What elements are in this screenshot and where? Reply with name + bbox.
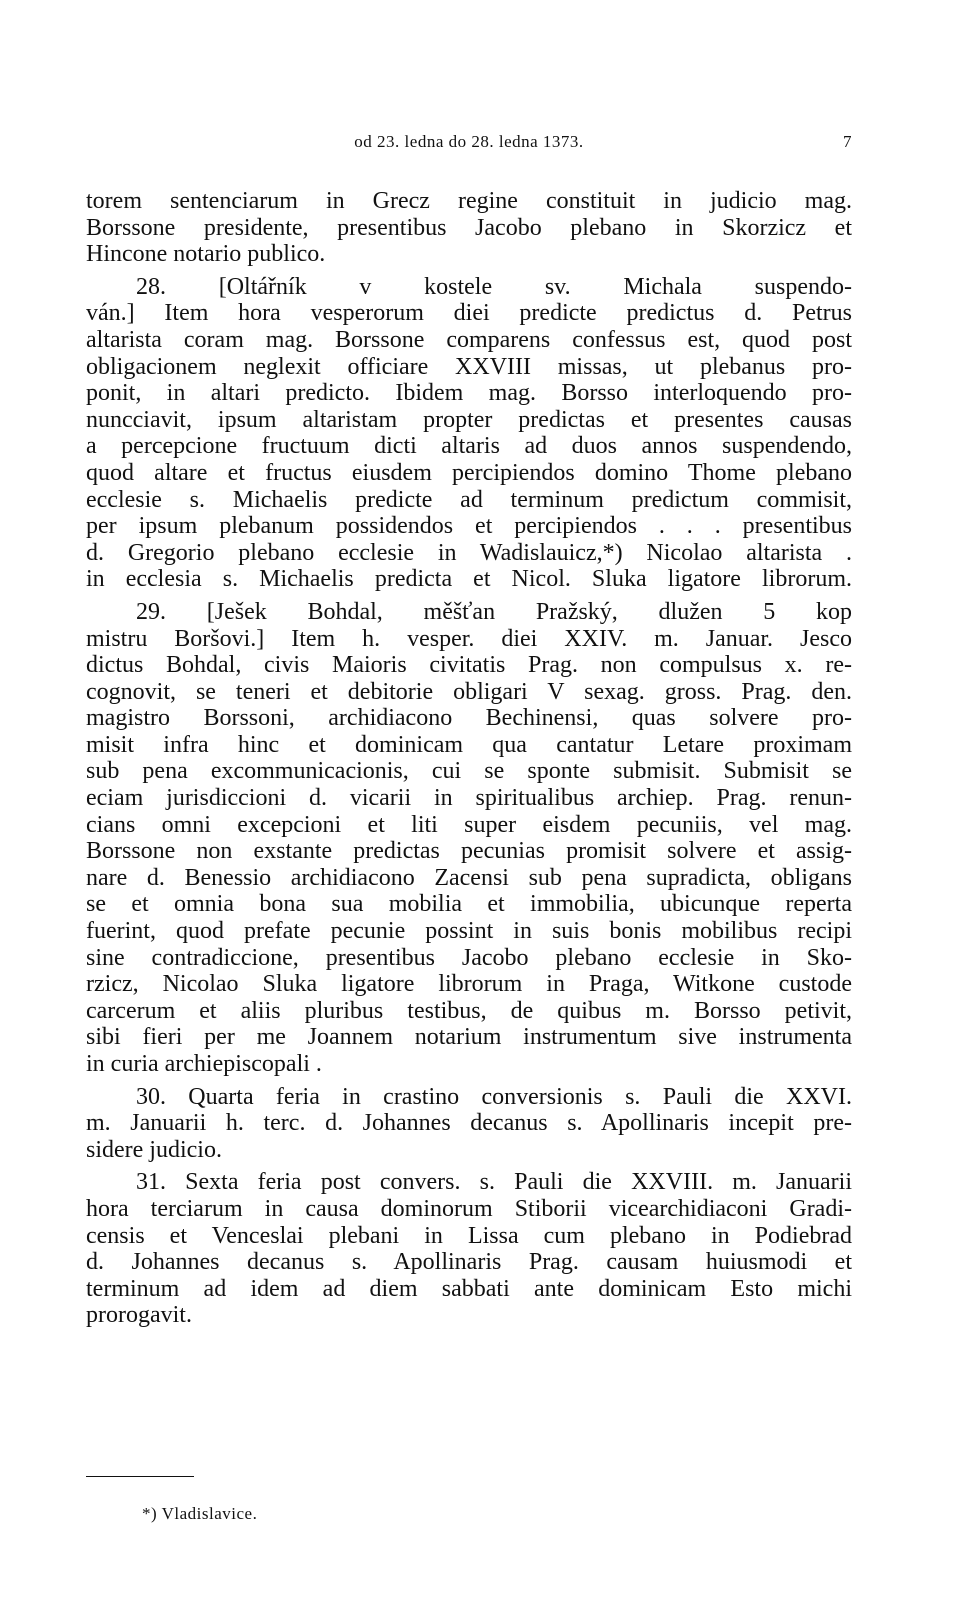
text-line: terminum ad idem ad diem sabbati ante dominicam Esto michi (86, 1275, 852, 1302)
text-line: nare d. Benessio archidiacono Zacensi sub pena supradicta, obligans (86, 864, 852, 891)
text-line: torem sentenciarum in Grecz regine constituit in judicio mag. (86, 188, 852, 214)
text-line: sine contradiccione, presentibus Jacobo plebano ecclesie in Sko- (86, 944, 852, 971)
text-line: ecclesie s. Michaelis predicte ad terminum predictum commisit, (86, 486, 852, 513)
text-line: carcerum et aliis pluribus testibus, de quibus m. Borsso petivit, (86, 997, 852, 1024)
text-line: 29. [Ješek Bohdal, měšťan Pražský, dlužen 5 kop (136, 598, 852, 625)
footnote: *) Vladislavice. (142, 1504, 258, 1523)
text-line: sibi fieri per me Joannem notarium instrumentum sive instrumenta (86, 1024, 852, 1051)
text-line: per ipsum plebanum possidendos et percipiendos . . . presentibus (86, 513, 852, 540)
text-line: nuncciavit, ipsum altaristam propter predictas et presentes causas (86, 406, 852, 433)
text-line: Hincone notario publico. (86, 241, 326, 268)
text-line: magistro Borssoni, archidiacono Bechinensi, quas solvere pro- (86, 705, 852, 732)
text-line: 28. [Oltářník v kostele sv. Michala suspendo- (136, 273, 852, 300)
text-line: prorogavit. (86, 1302, 192, 1329)
text-line: cognovit, se teneri et debitorie obligari V sexag. gross. Prag. den. (86, 678, 852, 705)
text-line: in ecclesia s. Michaelis predicta et Nicol. Sluka ligatore librorum. (86, 566, 852, 593)
text-line: fuerint, quod prefate pecunie possint in suis bonis mobilibus recipi (86, 918, 852, 945)
text-line: misit infra hinc et dominicam qua cantatur Letare proximam (86, 731, 852, 758)
text-line: 30. Quarta feria in crastino conversionis s. Pauli die XXVI. (136, 1083, 852, 1110)
text-line: quod altare et fructus eiusdem percipiendos domino Thome plebano (86, 459, 852, 486)
text-line: se et omnia bona sua mobilia et immobilia, ubicunque reperta (86, 891, 852, 918)
text-line: eciam jurisdiccioni d. vicarii in spiritualibus archiep. Prag. renun- (86, 785, 852, 812)
text-line: obligacionem neglexit officiare XXVIII missas, ut plebanus pro- (86, 353, 852, 380)
text-line: sub pena excommunicacionis, cui se sponte submisit. Submisit se (86, 758, 852, 785)
text-line: 31. Sexta feria post convers. s. Pauli die XXVIII. m. Januarii (136, 1169, 852, 1196)
running-title: od 23. ledna do 28. ledna 1373. (354, 132, 584, 151)
text-line: Borssone non exstante predictas pecunias promisit solvere et assig- (86, 838, 852, 865)
text-line: Borssone presidente, presentibus Jacobo plebano in Skorzicz et (86, 214, 852, 241)
text-line: hora terciarum in causa dominorum Stiborii vicearchidiaconi Gradi- (86, 1195, 852, 1222)
text-line: cians omni excepcioni et liti super eisdem pecuniis, vel mag. (86, 811, 852, 838)
text-line: d. Johannes decanus s. Apollinaris Prag. causam huiusmodi et (86, 1249, 852, 1276)
text-line: sidere judicio. (86, 1136, 222, 1163)
paragraph (86, 274, 852, 593)
text-line: ponit, in altari predicto. Ibidem mag. Borsso interloquendo pro- (86, 380, 852, 407)
text-line: ván.] Item hora vesperorum diei predicte predictus d. Petrus (86, 300, 852, 327)
text-line: m. Januarii h. terc. d. Johannes decanus s. Apollinaris incepit pre- (86, 1110, 852, 1137)
text-line: in curia archiepiscopali . (86, 1051, 322, 1077)
text-line: dictus Bohdal, civis Maioris civitatis Prag. non compulsus x. re- (86, 652, 852, 679)
paragraph (86, 1084, 852, 1164)
text-line: a percepcione fructuum dicti altaris ad duos annos suspendendo, (86, 433, 852, 460)
footnote-divider (86, 1476, 194, 1477)
text-line: mistru Boršovi.] Item h. vesper. diei XXIV. m. Januar. Jesco (86, 625, 852, 652)
body-text (86, 188, 852, 1329)
page-number: 7 (843, 132, 852, 151)
text-line: altarista coram mag. Borssone comparens confessus est, quod post (86, 326, 852, 353)
text-line: rzicz, Nicolao Sluka ligatore librorum in Praga, Witkone custode (86, 971, 852, 998)
running-header (86, 132, 852, 156)
text-line: d. Gregorio plebano ecclesie in Wadislauicz,*) Nicolao altarista . (86, 539, 852, 566)
paragraph (86, 1169, 852, 1329)
paragraph (86, 599, 852, 1078)
paragraph (86, 188, 852, 268)
text-line: censis et Venceslai plebani in Lissa cum plebano in Podiebrad (86, 1222, 852, 1249)
